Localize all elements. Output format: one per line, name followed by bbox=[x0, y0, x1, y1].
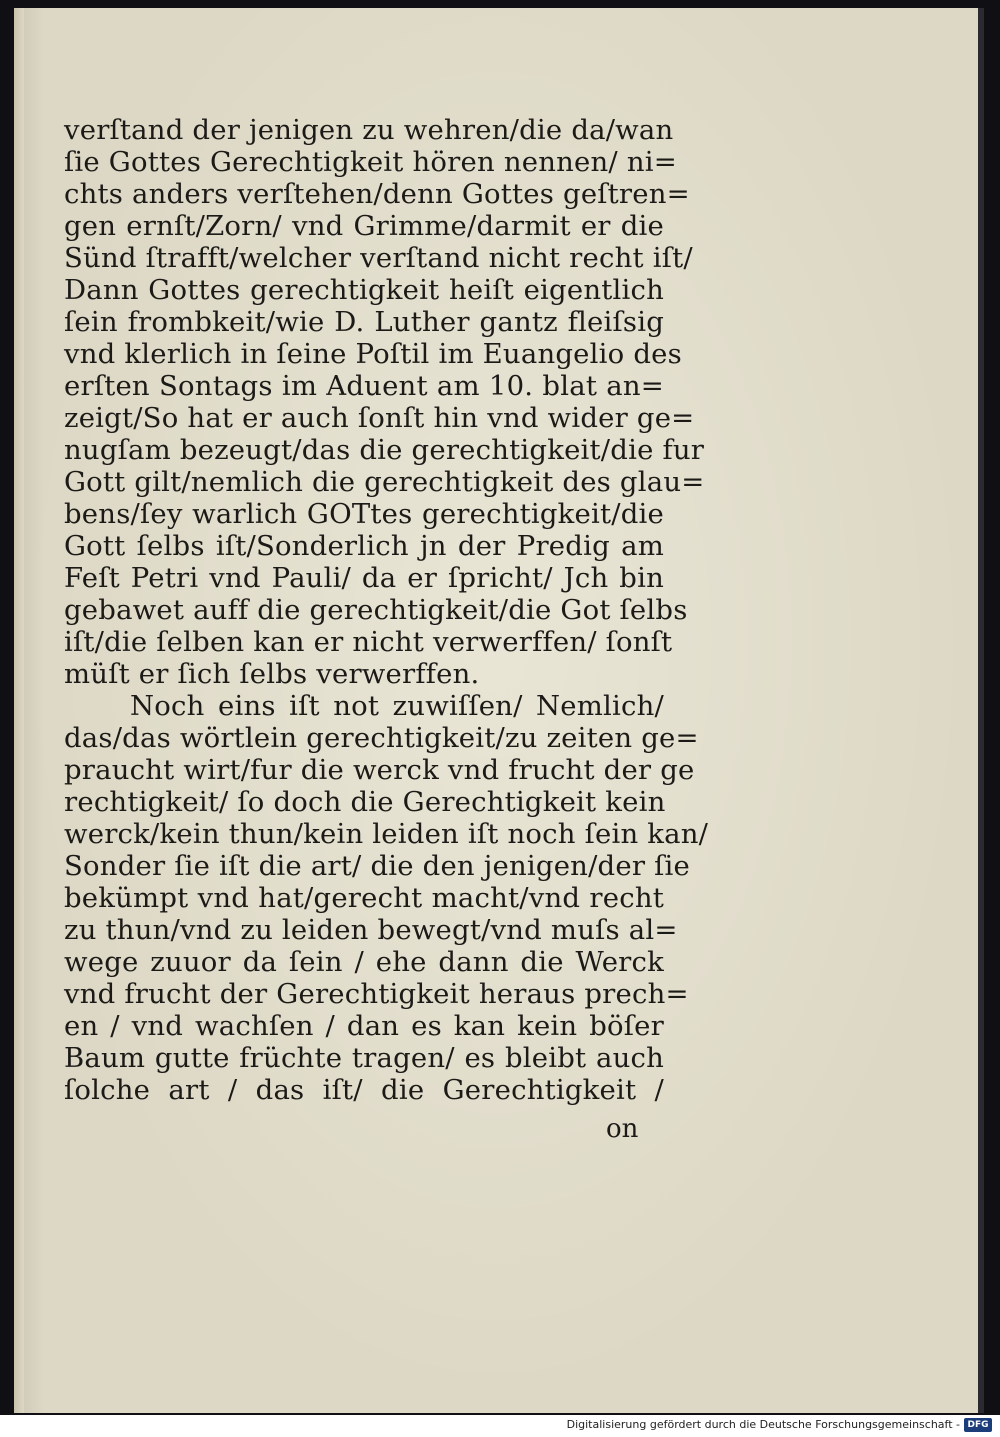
text-line: gen ernſt/Zorn/ vnd Grimme/darmit er die bbox=[64, 210, 664, 242]
text-line: rechtigkeit/ ſo doch die Gerechtigkeit kein bbox=[64, 786, 666, 818]
text-line: das/das wörtlein gerechtigkeit/zu zeiten ge= bbox=[64, 722, 699, 754]
text-line: Baum gutte früchte tragen/ es bleibt auch bbox=[64, 1042, 664, 1074]
dfg-logo-icon: DFG bbox=[964, 1418, 992, 1432]
text-line: gebawet auff die gerechtigkeit/die Got ſelbs bbox=[64, 594, 688, 626]
text-line: Dann Gottes gerechtigkeit heiſt eigentlich bbox=[64, 274, 664, 306]
text-line: nugſam bezeugt/das die gerechtigkeit/die fur bbox=[64, 434, 705, 466]
text-line: werck/kein thun/kein leiden iſt noch ſein kan/ bbox=[64, 818, 709, 850]
text-line: verſtand der jenigen zu wehren/die da/wan bbox=[64, 114, 674, 146]
text-line: bekümpt vnd hat/gerecht macht/vnd recht bbox=[64, 882, 664, 914]
text-line: bens/ſey warlich GOTtes gerechtigkeit/die bbox=[64, 498, 664, 530]
text-line: vnd frucht der Gerechtigkeit heraus prech= bbox=[64, 978, 689, 1010]
page-gutter-shadow bbox=[14, 8, 24, 1413]
text-line: praucht wirt/fur die werck vnd frucht der ge bbox=[64, 754, 695, 786]
text-line: zu thun/vnd zu leiden bewegt/vnd muſs al= bbox=[64, 914, 678, 946]
paragraph-start-line: Noch eins iſt not zuwiſſen/ Nemlich/ bbox=[130, 690, 664, 722]
text-line: Sonder ſie iſt die art/ die den jenigen/der ſie bbox=[64, 850, 690, 882]
text-line: Feſt Petri vnd Pauli/ da er ſpricht/ Jch bin bbox=[64, 562, 664, 594]
text-line: iſt/die ſelben kan er nicht verwerffen/ ſonſt bbox=[64, 626, 673, 658]
text-line: Gott ſelbs iſt/Sonderlich jn der Predig am bbox=[64, 530, 664, 562]
text-line: ſolche art / das iſt/ die Gerechtigkeit / bbox=[64, 1074, 664, 1106]
text-line: wege zuuor da ſein / ehe dann die Werck bbox=[64, 946, 664, 978]
text-line: Gott gilt/nemlich die gerechtigkeit des glau= bbox=[64, 466, 705, 498]
text-line: ſie Gottes Gerechtigkeit hören nennen/ ni= bbox=[64, 146, 677, 178]
text-line: en / vnd wachſen / dan es kan kein böſer bbox=[64, 1010, 664, 1042]
catchword: on bbox=[606, 1114, 639, 1144]
paragraph-end-line: müſt er ſich ſelbs verwerffen. bbox=[64, 658, 480, 690]
text-line: erſten Sontags im Aduent am 10. blat an= bbox=[64, 370, 664, 402]
text-line: zeigt/So hat er auch ſonſt hin vnd wider ge= bbox=[64, 402, 695, 434]
text-line: ſein frombkeit/wie D. Luther gantz fleiſsig bbox=[64, 306, 664, 338]
text-line: Sünd ſtrafft/welcher verſtand nicht recht iſt/ bbox=[64, 242, 693, 274]
footer-bar bbox=[0, 1415, 1000, 1437]
text-line: vnd klerlich in ſeine Poſtil im Euangelio des bbox=[64, 338, 682, 370]
page-body-text bbox=[64, 114, 709, 1106]
funding-credit: Digitalisierung gefördert durch die Deutsche Forschungsgemeinschaft - bbox=[566, 1418, 960, 1431]
text-line: chts anders verſtehen/denn Gottes geſtren= bbox=[64, 178, 690, 210]
